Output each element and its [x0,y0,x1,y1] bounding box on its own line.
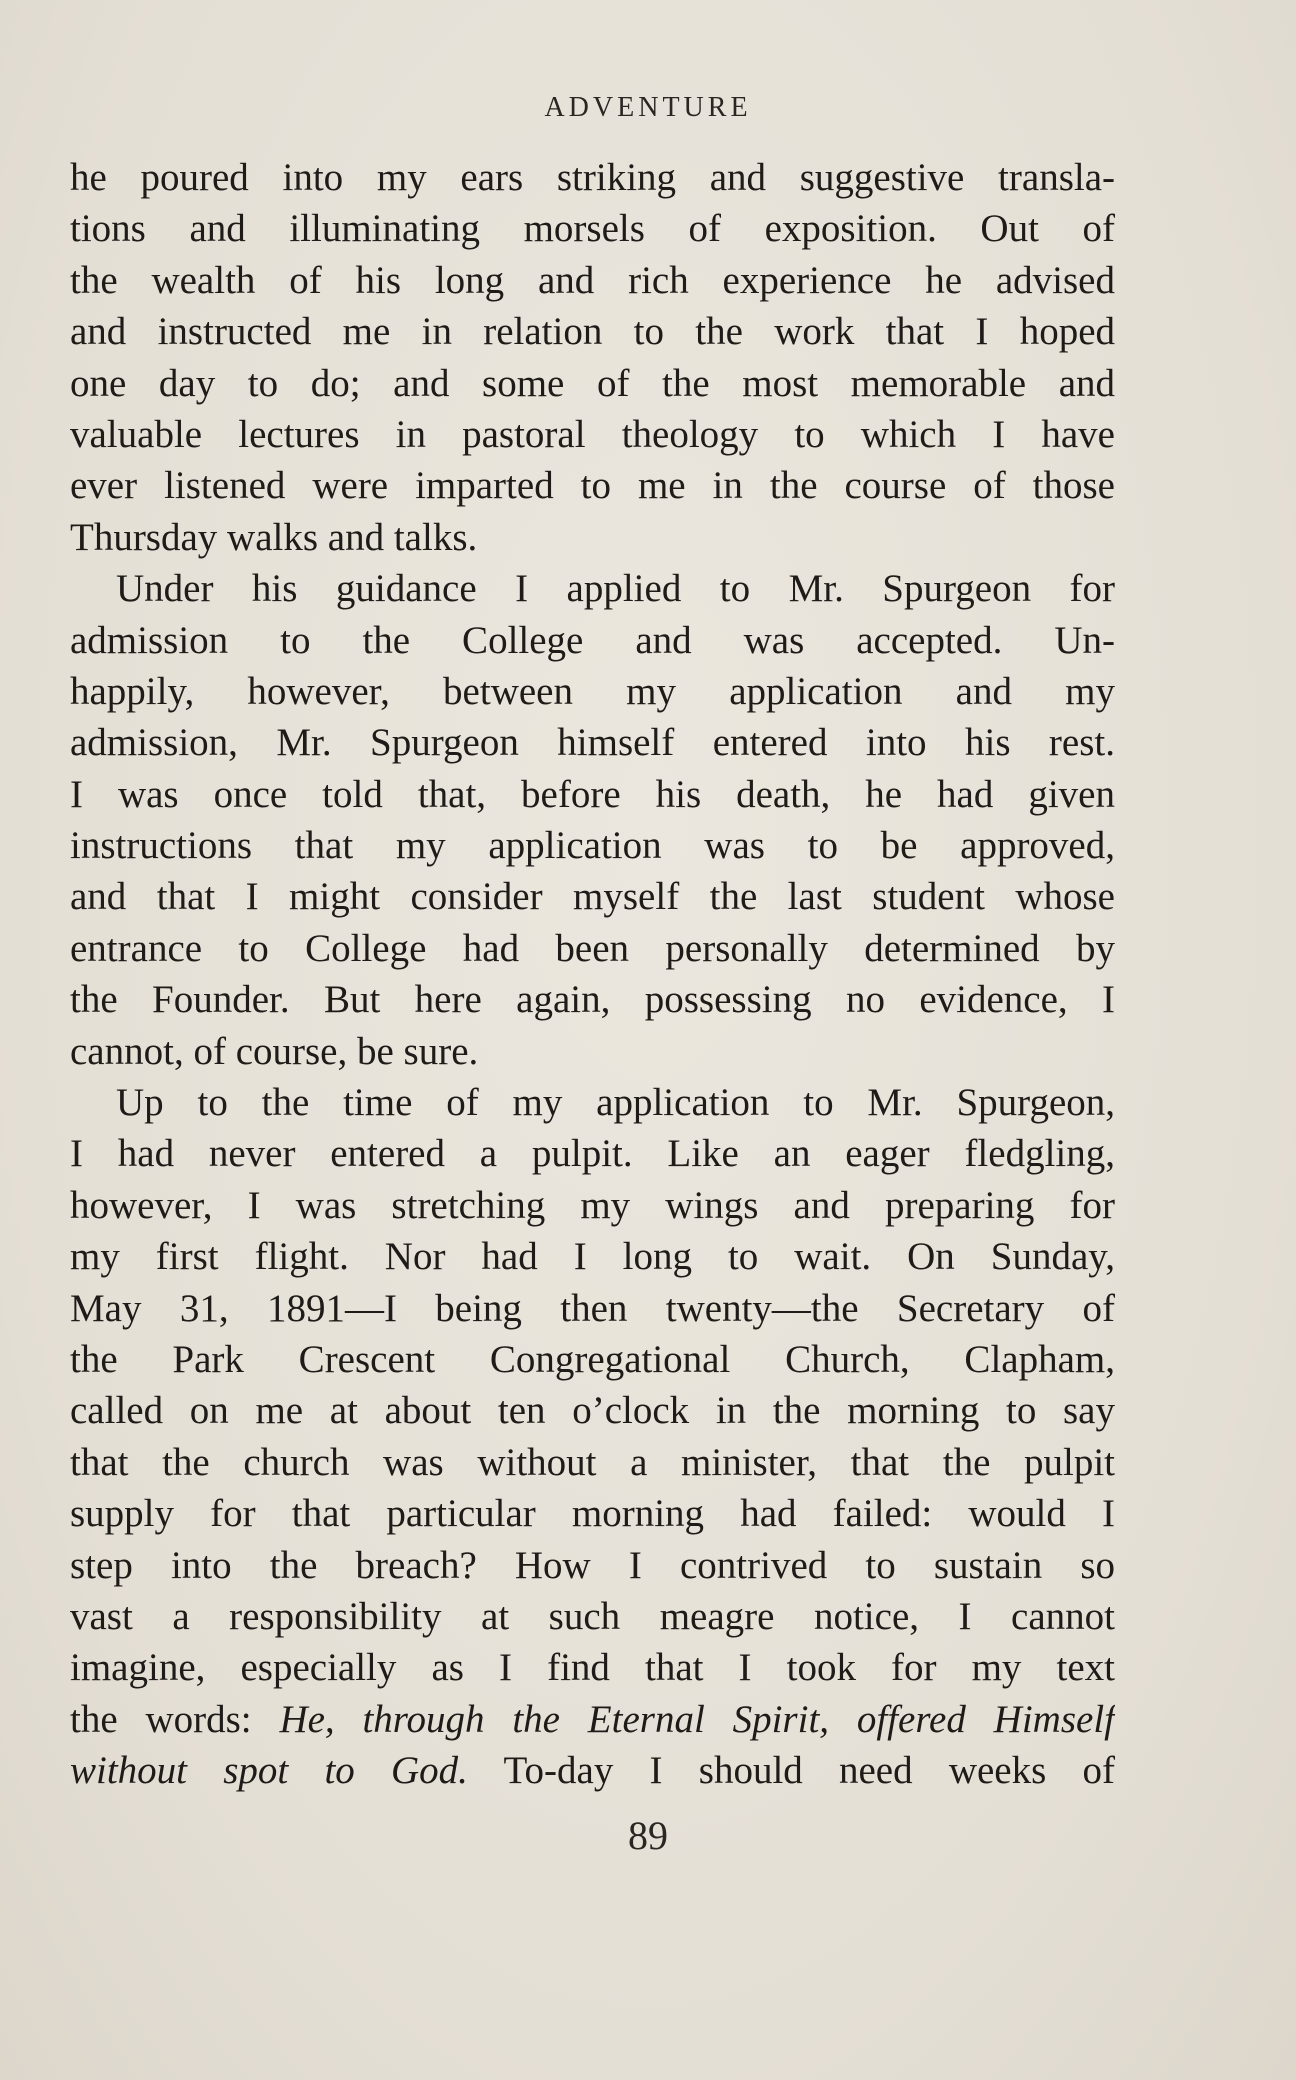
text-run: the words: [70,1697,280,1741]
text-line: admission, Mr. Spurgeon himself entered into his rest. [70,721,1115,765]
text-line: instructions that my application was to be approved, [70,824,1115,868]
text-line: the Founder. But here again, possessing no evidence, I [70,978,1115,1022]
text-line: one day to do; and some of the most memorable and [70,361,1115,405]
text-line: I had never entered a pulpit. Like an eager fledgling, [70,1132,1115,1176]
text-line: he poured into my ears striking and suggestive transla- [70,156,1115,199]
text-line: valuable lectures in pastoral theology to which I have [70,412,1115,456]
text-line: Up to the time of my application to Mr. Spurgeon, [116,1081,1115,1125]
text-run: To-day I should need weeks of [467,1749,1115,1793]
body-text [70,152,1115,1797]
text-line: my first flight. Nor had I long to wait. On Sunday, [70,1235,1115,1279]
text-line: imagine, especially as I find that I took for my text [70,1646,1115,1690]
italic-quotation: without spot to God. [70,1749,468,1793]
text-line: the Park Crescent Congregational Church, Clapham, [70,1337,1115,1381]
text-line: Under his guidance I applied to Mr. Spurgeon for [116,567,1115,611]
text-line: and that I might consider myself the last student whose [70,875,1115,919]
text-line: the wealth of his long and rich experience he advised [70,258,1115,302]
text-line: May 31, 1891—I being then twenty—the Secretary of [70,1286,1115,1330]
page-number: 89 [628,1813,668,1858]
text-line [70,1745,1115,1796]
text-line: cannot, of course, be sure. [70,1029,479,1073]
text-line: vast a responsibility at such meagre notice, I cannot [70,1594,1115,1638]
running-head: ADVENTURE [544,92,752,123]
text-line: happily, however, between my application and my [70,669,1115,713]
text-line: tions and illuminating morsels of exposition. Out of [70,207,1115,251]
text-line: Thursday walks and talks. [70,515,478,559]
text-line: entrance to College had been personally determined by [70,926,1115,970]
text-line: ever listened were imparted to me in the course of those [70,464,1115,508]
text-line: step into the breach? How I contrived to sustain so [70,1543,1115,1587]
italic-quotation: He, through the Eternal Spirit, offered Himself [279,1697,1115,1741]
text-line: called on me at about ten o’clock in the morning to say [70,1389,1115,1433]
text-line: admission to the College and was accepted. Un- [70,618,1115,662]
text-line: and instructed me in relation to the work that I hoped [70,310,1115,354]
text-line: however, I was stretching my wings and preparing for [70,1183,1115,1227]
text-line: I was once told that, before his death, he had given [70,772,1115,816]
text-line [70,1694,1115,1745]
text-line: supply for that particular morning had failed: would I [70,1492,1115,1536]
text-line: that the church was without a minister, that the pulpit [70,1440,1115,1484]
